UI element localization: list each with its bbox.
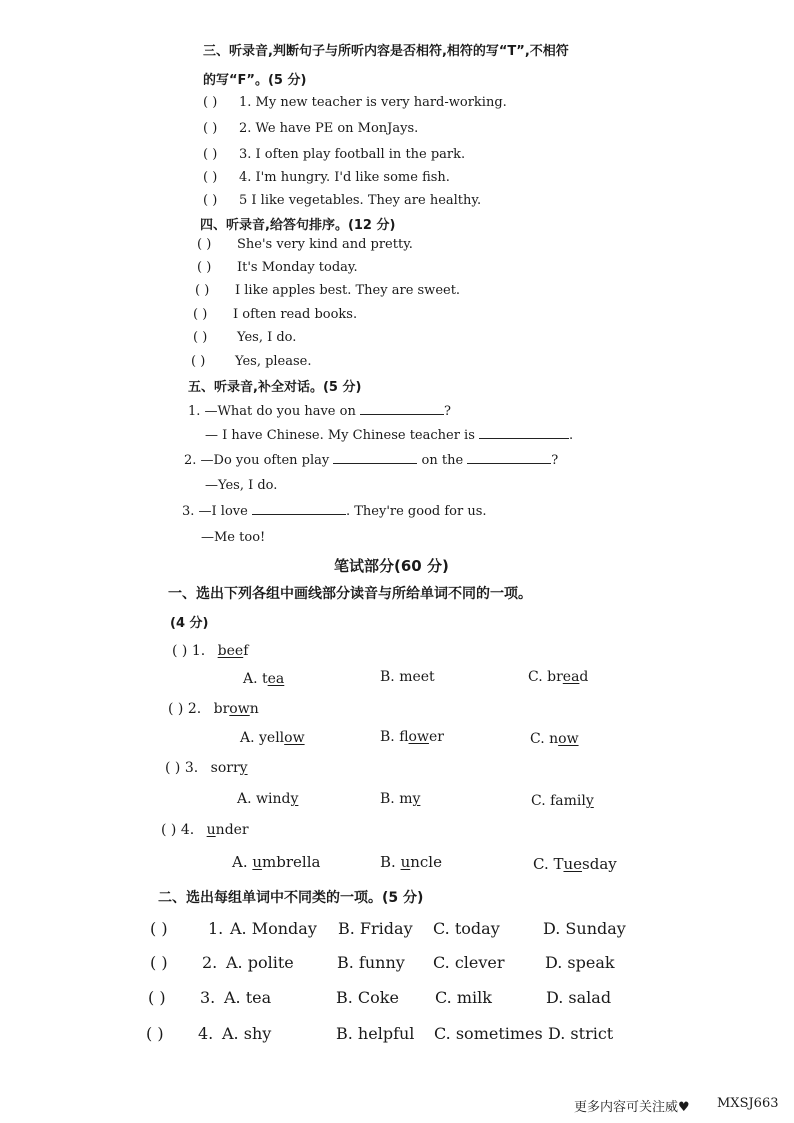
answer-blank[interactable]: [360, 402, 444, 415]
option-b[interactable]: B. Coke: [336, 988, 399, 1007]
part4-item-6: [191, 354, 312, 369]
item-text: 4. I'm hungry. I'd like some fish.: [239, 170, 450, 185]
answer-paren[interactable]: ( ): [161, 822, 177, 838]
answer-blank[interactable]: [467, 451, 551, 464]
s1-item-3-option-b[interactable]: B. my: [380, 791, 421, 807]
answer-paren[interactable]: ( ): [203, 193, 218, 208]
answer-paren[interactable]: ( ): [150, 919, 168, 938]
option-d[interactable]: D. speak: [545, 953, 615, 972]
answer-paren[interactable]: ( ): [148, 988, 166, 1007]
s1-item-2-option-c[interactable]: C. now: [530, 731, 579, 747]
written-s1-score: (4 分): [170, 616, 209, 631]
option-c[interactable]: C. today: [433, 919, 500, 938]
answer-paren[interactable]: ( ): [146, 1024, 164, 1043]
s1-item-4-option-c[interactable]: C. Tuesday: [533, 855, 617, 873]
answer-paren[interactable]: ( ): [193, 330, 208, 345]
s2-item-1: ( ) 1. A. Monday B. Friday C. today D. Sunday: [150, 919, 626, 938]
s1-item-4-option-b[interactable]: B. uncle: [380, 853, 442, 871]
written-s2-heading: 二、选出每组单词中不同类的一项。(5 分): [158, 890, 424, 906]
part5-heading: 五、听录音,补全对话。(5 分): [188, 380, 362, 395]
option-a[interactable]: A. polite: [226, 953, 294, 972]
option-c[interactable]: C. clever: [433, 953, 505, 972]
part3-heading-line1: 三、听录音,判断句子与所听内容是否相符,相符的写“T”,不相符: [203, 44, 569, 59]
part5-q2b: —Yes, I do.: [205, 478, 278, 493]
answer-paren[interactable]: ( ): [203, 121, 218, 136]
part3-item-5: [203, 193, 481, 208]
option-d[interactable]: D. Sunday: [543, 919, 626, 938]
option-a[interactable]: A. shy: [222, 1024, 272, 1043]
option-d[interactable]: D. salad: [546, 988, 612, 1007]
part5-q1b: — I have Chinese. My Chinese teacher is .: [205, 428, 574, 443]
answer-paren[interactable]: ( ): [197, 260, 212, 275]
s1-item-1-stem: ( ) 1. beef: [172, 643, 249, 659]
part5-q3a: 3. —I love . They're good for us.: [182, 504, 487, 519]
written-s1-heading: 一、选出下列各组中画线部分读音与所给单词不同的一项。: [168, 586, 532, 602]
footer-code: MXSJ663: [717, 1096, 779, 1111]
answer-paren[interactable]: ( ): [197, 237, 212, 252]
item-text: She's very kind and pretty.: [237, 237, 413, 252]
part5-q3b: —Me too!: [201, 530, 266, 545]
answer-paren[interactable]: ( ): [150, 953, 168, 972]
part4-item-3: [195, 283, 460, 298]
s2-item-2: ( ) 2. A. polite B. funny C. clever D. speak: [150, 953, 615, 972]
part5-q2a: 2. —Do you often play on the ?: [184, 453, 559, 468]
item-text: Yes, I do.: [237, 330, 297, 345]
item-text: 2. We have PE on MonJays.: [239, 121, 419, 136]
option-a[interactable]: A. Monday: [230, 919, 317, 938]
s1-item-2-option-b[interactable]: B. flower: [380, 729, 444, 745]
s1-item-3-option-c[interactable]: C. family: [531, 793, 594, 809]
answer-paren[interactable]: ( ): [193, 307, 208, 322]
s2-item-3: ( ) 3. A. tea B. Coke C. milk D. salad: [148, 988, 612, 1007]
part4-item-5: [193, 330, 296, 345]
item-text: 3. I often play football in the park.: [239, 147, 466, 162]
part3-item-2: [203, 121, 418, 136]
s1-item-3-option-a[interactable]: A. windy: [237, 791, 299, 807]
s2-item-4: ( ) 4. A. shy B. helpful C. sometimes D. strict: [146, 1024, 614, 1043]
item-text: It's Monday today.: [237, 260, 358, 275]
item-text: Yes, please.: [235, 354, 312, 369]
option-b[interactable]: B. Friday: [338, 919, 413, 938]
answer-blank[interactable]: [252, 502, 346, 515]
part4-item-4: [193, 307, 357, 322]
written-title: 笔试部分(60 分): [334, 557, 449, 575]
answer-paren[interactable]: ( ): [195, 283, 210, 298]
option-b[interactable]: B. funny: [337, 953, 405, 972]
footer-text: 更多内容可关注威♥: [574, 1100, 690, 1115]
part4-item-1: [197, 237, 413, 252]
answer-blank[interactable]: [333, 451, 417, 464]
part3-item-3: [203, 147, 465, 162]
part5-q1a: 1. —What do you have on ?: [188, 404, 451, 419]
part3-item-4: [203, 170, 450, 185]
s1-item-1-option-b[interactable]: B. meet: [380, 669, 435, 685]
option-d[interactable]: D. strict: [548, 1024, 614, 1043]
item-text: 5 I like vegetables. They are healthy.: [239, 193, 482, 208]
option-b[interactable]: B. helpful: [336, 1024, 415, 1043]
option-a[interactable]: A. tea: [224, 988, 272, 1007]
part3-heading-line2: 的写“F”。(5 分): [203, 73, 307, 88]
s1-item-2-option-a[interactable]: A. yellow: [240, 730, 305, 746]
answer-paren[interactable]: ( ): [165, 760, 181, 776]
answer-paren[interactable]: ( ): [191, 354, 206, 369]
option-c[interactable]: C. milk: [435, 988, 492, 1007]
s1-item-4-option-a[interactable]: A. umbrella: [232, 853, 321, 871]
s1-item-2-stem: ( ) 2. brown: [168, 701, 259, 717]
answer-blank[interactable]: [479, 426, 569, 439]
part4-heading: 四、听录音,给答句排序。(12 分): [200, 218, 396, 233]
option-c[interactable]: C. sometimes: [434, 1024, 543, 1043]
answer-paren[interactable]: ( ): [168, 701, 184, 717]
part4-item-2: [197, 260, 358, 275]
s1-item-1-option-a[interactable]: A. tea: [243, 671, 285, 687]
s1-item-1-option-c[interactable]: C. bread: [528, 669, 589, 685]
answer-paren[interactable]: ( ): [203, 95, 218, 110]
item-text: 1. My new teacher is very hard-working.: [239, 95, 507, 110]
part3-item-1: [203, 95, 507, 110]
item-text: I like apples best. They are sweet.: [235, 283, 461, 298]
item-text: I often read books.: [233, 307, 358, 322]
answer-paren[interactable]: ( ): [203, 170, 218, 185]
answer-paren[interactable]: ( ): [172, 643, 188, 659]
s1-item-3-stem: ( ) 3. sorry: [165, 760, 248, 776]
answer-paren[interactable]: ( ): [203, 147, 218, 162]
s1-item-4-stem: ( ) 4. under: [161, 822, 249, 838]
